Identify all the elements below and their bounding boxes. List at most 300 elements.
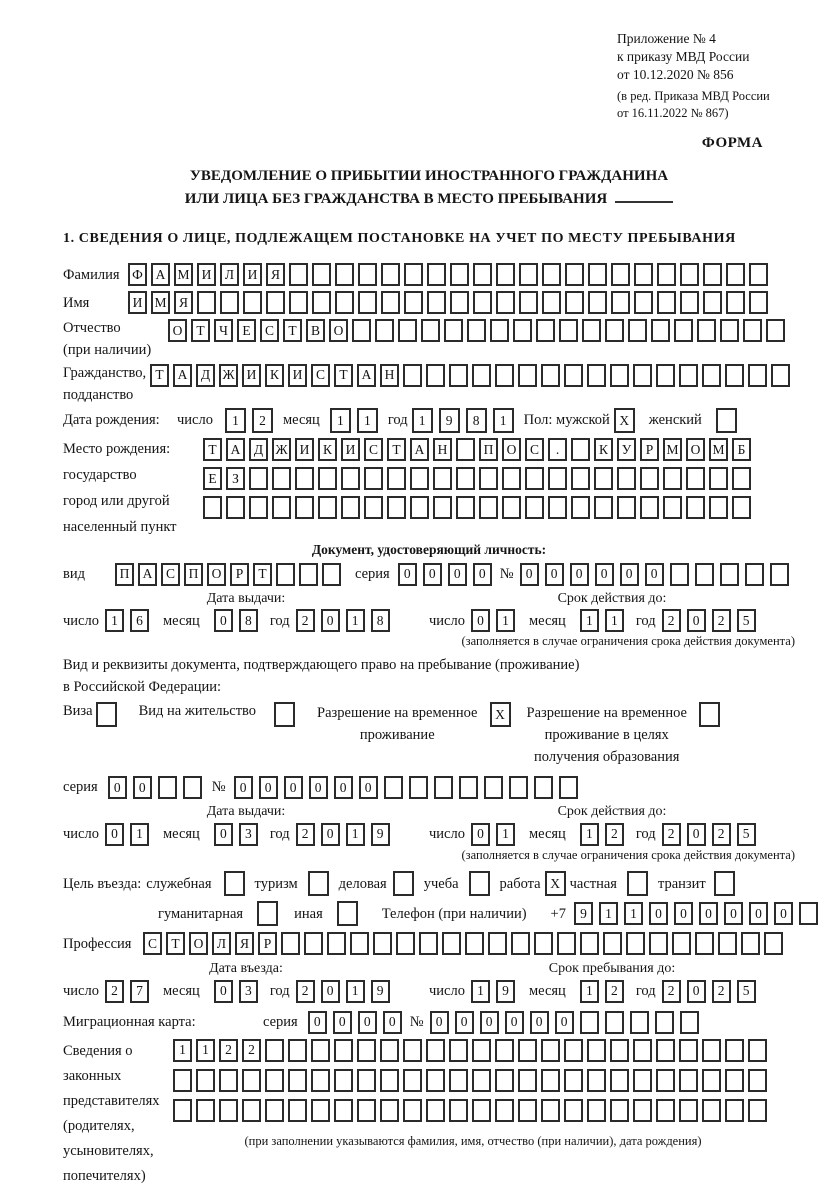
stay-number-cell[interactable] <box>409 776 428 799</box>
surname-cell[interactable]: Я <box>266 263 285 286</box>
representative-cell[interactable] <box>196 1069 215 1092</box>
birth-year-cell[interactable]: 9 <box>439 408 460 433</box>
representative-cell[interactable] <box>265 1069 284 1092</box>
representative-cell[interactable] <box>541 1039 560 1062</box>
doc-kind-cell[interactable] <box>322 563 341 586</box>
surname-cell[interactable] <box>680 263 699 286</box>
birthplace-cell[interactable] <box>272 467 291 490</box>
identity-valid-year-cell[interactable]: 5 <box>737 609 756 632</box>
identity-issue-year-cell[interactable]: 2 <box>296 609 315 632</box>
representative-cell[interactable] <box>311 1069 330 1092</box>
surname-cell[interactable] <box>703 263 722 286</box>
stay-valid-month-cell[interactable]: 2 <box>605 823 624 846</box>
name-cell[interactable] <box>404 291 423 314</box>
citizenship-cell[interactable] <box>725 364 744 387</box>
surname-cell[interactable] <box>312 263 331 286</box>
migration-number-cell[interactable]: 0 <box>455 1011 474 1034</box>
phone-cell[interactable]: 0 <box>699 902 718 925</box>
representative-cell[interactable]: 2 <box>242 1039 261 1062</box>
representative-cell[interactable] <box>403 1069 422 1092</box>
doc-kind-cell[interactable] <box>276 563 295 586</box>
identity-issue-month-cell[interactable]: 8 <box>239 609 258 632</box>
representative-cell[interactable] <box>472 1069 491 1092</box>
stay-issue-day-cell[interactable]: 0 <box>105 823 124 846</box>
birthplace-cell[interactable]: . <box>548 438 567 461</box>
representative-cell[interactable] <box>380 1099 399 1122</box>
stay-valid-day-cell[interactable]: 1 <box>496 823 515 846</box>
profession-cell[interactable]: Я <box>235 932 254 955</box>
doc-series-cell[interactable]: 0 <box>423 563 442 586</box>
patronymic-cell[interactable]: О <box>168 319 187 342</box>
citizenship-cell[interactable]: Т <box>334 364 353 387</box>
representative-cell[interactable] <box>610 1099 629 1122</box>
profession-cell[interactable] <box>327 932 346 955</box>
name-cell[interactable] <box>381 291 400 314</box>
birthplace-cell[interactable] <box>548 496 567 519</box>
stay-number-cell[interactable]: 0 <box>259 776 278 799</box>
citizenship-cell[interactable] <box>702 364 721 387</box>
profession-cell[interactable] <box>419 932 438 955</box>
representative-cell[interactable] <box>679 1069 698 1092</box>
citizenship-cell[interactable] <box>771 364 790 387</box>
birthplace-cell[interactable]: З <box>226 467 245 490</box>
citizenship-cell[interactable] <box>633 364 652 387</box>
birthplace-cell[interactable] <box>433 467 452 490</box>
representative-cell[interactable] <box>633 1039 652 1062</box>
representative-cell[interactable] <box>495 1099 514 1122</box>
citizenship-cell[interactable]: С <box>311 364 330 387</box>
purpose-checkbox-cell[interactable] <box>224 871 245 896</box>
citizenship-cell[interactable] <box>449 364 468 387</box>
doc-number-cell[interactable] <box>745 563 764 586</box>
identity-valid-month-cell[interactable]: 1 <box>580 609 599 632</box>
profession-cell[interactable]: Т <box>166 932 185 955</box>
stay-number-cell[interactable]: 0 <box>234 776 253 799</box>
representative-cell[interactable] <box>610 1069 629 1092</box>
patronymic-cell[interactable] <box>444 319 463 342</box>
representative-cell[interactable] <box>748 1099 767 1122</box>
representative-cell[interactable] <box>311 1099 330 1122</box>
stay-number-cell[interactable] <box>484 776 503 799</box>
identity-valid-year-cell[interactable]: 2 <box>662 609 681 632</box>
stay-valid-year-cell[interactable]: 2 <box>662 823 681 846</box>
citizenship-cell[interactable] <box>472 364 491 387</box>
birthplace-cell[interactable] <box>249 467 268 490</box>
birthplace-cell[interactable] <box>341 496 360 519</box>
birthplace-cell[interactable]: Б <box>732 438 751 461</box>
birthplace-cell[interactable]: А <box>410 438 429 461</box>
birthplace-cell[interactable] <box>640 467 659 490</box>
citizenship-cell[interactable]: Д <box>196 364 215 387</box>
name-cell[interactable] <box>726 291 745 314</box>
name-cell[interactable] <box>634 291 653 314</box>
birthplace-cell[interactable] <box>732 467 751 490</box>
citizenship-cell[interactable] <box>610 364 629 387</box>
stay-valid-day-cell[interactable]: 0 <box>471 823 490 846</box>
birthplace-cell[interactable]: С <box>364 438 383 461</box>
name-cell[interactable] <box>680 291 699 314</box>
citizenship-cell[interactable] <box>748 364 767 387</box>
representative-cell[interactable] <box>541 1069 560 1092</box>
representative-cell[interactable] <box>472 1099 491 1122</box>
representative-cell[interactable] <box>288 1069 307 1092</box>
representative-cell[interactable] <box>449 1099 468 1122</box>
profession-cell[interactable] <box>304 932 323 955</box>
profession-cell[interactable]: Р <box>258 932 277 955</box>
stay-valid-year-cell[interactable]: 2 <box>712 823 731 846</box>
birthplace-cell[interactable]: М <box>709 438 728 461</box>
representative-cell[interactable] <box>449 1039 468 1062</box>
citizenship-cell[interactable]: И <box>242 364 261 387</box>
representative-cell[interactable] <box>219 1099 238 1122</box>
birthplace-cell[interactable] <box>525 467 544 490</box>
representative-cell[interactable] <box>288 1099 307 1122</box>
citizenship-cell[interactable]: К <box>265 364 284 387</box>
doc-number-cell[interactable]: 0 <box>545 563 564 586</box>
birthplace-cell[interactable] <box>479 496 498 519</box>
representative-cell[interactable] <box>426 1069 445 1092</box>
doc-number-cell[interactable]: 0 <box>570 563 589 586</box>
stay-until-year-cell[interactable]: 0 <box>687 980 706 1003</box>
entry-month-cell[interactable]: 0 <box>214 980 233 1003</box>
surname-cell[interactable] <box>404 263 423 286</box>
surname-cell[interactable] <box>496 263 515 286</box>
birthplace-cell[interactable] <box>226 496 245 519</box>
surname-cell[interactable] <box>289 263 308 286</box>
representative-cell[interactable] <box>357 1039 376 1062</box>
profession-cell[interactable] <box>350 932 369 955</box>
birthplace-cell[interactable] <box>341 467 360 490</box>
surname-cell[interactable] <box>450 263 469 286</box>
stay-until-month-cell[interactable]: 2 <box>605 980 624 1003</box>
representative-cell[interactable] <box>495 1069 514 1092</box>
migration-number-cell[interactable]: 0 <box>555 1011 574 1034</box>
stay-number-cell[interactable]: 0 <box>309 776 328 799</box>
birthplace-cell[interactable]: К <box>594 438 613 461</box>
stay-number-cell[interactable] <box>559 776 578 799</box>
birthplace-cell[interactable] <box>272 496 291 519</box>
birthplace-cell[interactable] <box>686 467 705 490</box>
stay-issue-month-cell[interactable]: 3 <box>239 823 258 846</box>
name-cell[interactable] <box>335 291 354 314</box>
stay-valid-year-cell[interactable]: 5 <box>737 823 756 846</box>
phone-cell[interactable]: 1 <box>599 902 618 925</box>
stay-issue-year-cell[interactable]: 0 <box>321 823 340 846</box>
representative-cell[interactable] <box>702 1099 721 1122</box>
phone-cell[interactable]: 0 <box>749 902 768 925</box>
representative-cell[interactable] <box>242 1069 261 1092</box>
representative-cell[interactable] <box>748 1069 767 1092</box>
stay-until-year-cell[interactable]: 5 <box>737 980 756 1003</box>
profession-cell[interactable] <box>488 932 507 955</box>
phone-cell[interactable]: 9 <box>574 902 593 925</box>
birthplace-cell[interactable]: С <box>525 438 544 461</box>
patronymic-cell[interactable]: Т <box>191 319 210 342</box>
birthplace-cell[interactable] <box>433 496 452 519</box>
representative-cell[interactable] <box>656 1069 675 1092</box>
migration-number-cell[interactable] <box>655 1011 674 1034</box>
patronymic-cell[interactable] <box>559 319 578 342</box>
citizenship-cell[interactable]: И <box>288 364 307 387</box>
birthplace-cell[interactable] <box>387 496 406 519</box>
surname-cell[interactable] <box>427 263 446 286</box>
name-cell[interactable] <box>565 291 584 314</box>
representative-cell[interactable] <box>587 1069 606 1092</box>
migration-series-cell[interactable]: 0 <box>333 1011 352 1034</box>
birthplace-cell[interactable]: Е <box>203 467 222 490</box>
doc-number-cell[interactable]: 0 <box>645 563 664 586</box>
stay-valid-month-cell[interactable]: 1 <box>580 823 599 846</box>
citizenship-cell[interactable] <box>518 364 537 387</box>
surname-cell[interactable]: Ф <box>128 263 147 286</box>
representative-cell[interactable] <box>334 1039 353 1062</box>
birthplace-cell[interactable] <box>456 467 475 490</box>
name-cell[interactable] <box>220 291 239 314</box>
profession-cell[interactable] <box>718 932 737 955</box>
birth-year-cell[interactable]: 8 <box>466 408 487 433</box>
surname-cell[interactable] <box>358 263 377 286</box>
birth-year-cell[interactable]: 1 <box>412 408 433 433</box>
representative-cell[interactable] <box>564 1069 583 1092</box>
doc-kind-cell[interactable]: П <box>184 563 203 586</box>
migration-number-cell[interactable] <box>580 1011 599 1034</box>
representative-cell[interactable] <box>403 1039 422 1062</box>
representative-cell[interactable] <box>472 1039 491 1062</box>
representative-cell[interactable] <box>748 1039 767 1062</box>
birthplace-cell[interactable] <box>295 496 314 519</box>
birthplace-cell[interactable] <box>295 467 314 490</box>
phone-cell[interactable]: 1 <box>624 902 643 925</box>
stay-series-cell[interactable]: 0 <box>108 776 127 799</box>
birthplace-cell[interactable] <box>502 496 521 519</box>
stay-number-cell[interactable]: 0 <box>334 776 353 799</box>
birth-day-cell[interactable]: 2 <box>252 408 273 433</box>
profession-cell[interactable] <box>695 932 714 955</box>
purpose-checkbox-cell[interactable] <box>469 871 490 896</box>
profession-cell[interactable] <box>373 932 392 955</box>
stay-issue-year-cell[interactable]: 2 <box>296 823 315 846</box>
stay-issue-day-cell[interactable]: 1 <box>130 823 149 846</box>
stay-series-cell[interactable] <box>183 776 202 799</box>
patronymic-cell[interactable] <box>720 319 739 342</box>
entry-day-cell[interactable]: 2 <box>105 980 124 1003</box>
patronymic-cell[interactable] <box>375 319 394 342</box>
birthplace-cell[interactable] <box>318 467 337 490</box>
birthplace-cell[interactable]: Р <box>640 438 659 461</box>
representative-cell[interactable]: 1 <box>173 1039 192 1062</box>
stay-until-day-cell[interactable]: 9 <box>496 980 515 1003</box>
purpose-checkbox-cell[interactable] <box>627 871 648 896</box>
representative-cell[interactable] <box>725 1039 744 1062</box>
doc-number-cell[interactable]: 0 <box>620 563 639 586</box>
representative-cell[interactable] <box>380 1069 399 1092</box>
doc-series-cell[interactable]: 0 <box>473 563 492 586</box>
stay-number-cell[interactable] <box>459 776 478 799</box>
patronymic-cell[interactable] <box>467 319 486 342</box>
identity-issue-year-cell[interactable]: 8 <box>371 609 390 632</box>
doc-kind-cell[interactable]: О <box>207 563 226 586</box>
birthplace-cell[interactable] <box>594 496 613 519</box>
name-cell[interactable] <box>588 291 607 314</box>
name-cell[interactable] <box>657 291 676 314</box>
name-cell[interactable] <box>358 291 377 314</box>
birthplace-cell[interactable]: А <box>226 438 245 461</box>
birthplace-cell[interactable] <box>709 496 728 519</box>
name-cell[interactable] <box>496 291 515 314</box>
birthplace-cell[interactable] <box>456 496 475 519</box>
name-cell[interactable] <box>542 291 561 314</box>
representative-cell[interactable] <box>725 1069 744 1092</box>
stay-number-cell[interactable]: 0 <box>284 776 303 799</box>
representative-cell[interactable] <box>656 1039 675 1062</box>
stay-issue-year-cell[interactable]: 9 <box>371 823 390 846</box>
name-cell[interactable] <box>703 291 722 314</box>
birthplace-cell[interactable] <box>479 467 498 490</box>
profession-cell[interactable] <box>534 932 553 955</box>
patronymic-cell[interactable] <box>352 319 371 342</box>
patronymic-cell[interactable] <box>674 319 693 342</box>
name-cell[interactable] <box>312 291 331 314</box>
birthplace-cell[interactable] <box>709 467 728 490</box>
identity-issue-day-cell[interactable]: 1 <box>105 609 124 632</box>
patronymic-cell[interactable] <box>398 319 417 342</box>
birthplace-cell[interactable] <box>502 467 521 490</box>
birthplace-cell[interactable]: Ж <box>272 438 291 461</box>
birthplace-cell[interactable]: П <box>479 438 498 461</box>
birthplace-cell[interactable] <box>456 438 475 461</box>
profession-cell[interactable] <box>741 932 760 955</box>
citizenship-cell[interactable] <box>679 364 698 387</box>
patronymic-cell[interactable] <box>651 319 670 342</box>
stay-number-cell[interactable] <box>534 776 553 799</box>
representative-cell[interactable] <box>265 1039 284 1062</box>
stay-number-cell[interactable]: 0 <box>359 776 378 799</box>
citizenship-cell[interactable]: Н <box>380 364 399 387</box>
citizenship-cell[interactable]: А <box>173 364 192 387</box>
migration-number-cell[interactable] <box>605 1011 624 1034</box>
purpose-checkbox-cell[interactable]: X <box>545 871 566 896</box>
identity-valid-day-cell[interactable]: 1 <box>496 609 515 632</box>
representative-cell[interactable] <box>679 1099 698 1122</box>
patronymic-cell[interactable] <box>628 319 647 342</box>
entry-year-cell[interactable]: 2 <box>296 980 315 1003</box>
representative-cell[interactable] <box>564 1099 583 1122</box>
citizenship-cell[interactable] <box>403 364 422 387</box>
doc-number-cell[interactable]: 0 <box>520 563 539 586</box>
profession-cell[interactable] <box>580 932 599 955</box>
birthplace-cell[interactable]: Н <box>433 438 452 461</box>
representative-cell[interactable] <box>265 1099 284 1122</box>
patronymic-cell[interactable] <box>582 319 601 342</box>
representative-cell[interactable] <box>541 1099 560 1122</box>
purpose-checkbox-cell[interactable] <box>714 871 735 896</box>
profession-cell[interactable] <box>442 932 461 955</box>
phone-cell[interactable]: 0 <box>674 902 693 925</box>
patronymic-cell[interactable]: Ч <box>214 319 233 342</box>
temp-residence-checkbox-cell[interactable]: X <box>490 702 511 727</box>
surname-cell[interactable]: И <box>243 263 262 286</box>
representative-cell[interactable] <box>725 1099 744 1122</box>
patronymic-cell[interactable] <box>421 319 440 342</box>
entry-month-cell[interactable]: 3 <box>239 980 258 1003</box>
representative-cell[interactable] <box>173 1069 192 1092</box>
citizenship-cell[interactable]: Ж <box>219 364 238 387</box>
birthplace-cell[interactable] <box>249 496 268 519</box>
representative-cell[interactable] <box>288 1039 307 1062</box>
representative-cell[interactable] <box>334 1069 353 1092</box>
representative-cell[interactable] <box>518 1039 537 1062</box>
temp-residence-edu-checkbox-cell[interactable] <box>699 702 720 727</box>
surname-cell[interactable] <box>588 263 607 286</box>
representative-cell[interactable] <box>702 1039 721 1062</box>
stay-series-cell[interactable]: 0 <box>133 776 152 799</box>
patronymic-cell[interactable]: О <box>329 319 348 342</box>
doc-kind-cell[interactable] <box>299 563 318 586</box>
profession-cell[interactable] <box>465 932 484 955</box>
surname-cell[interactable] <box>565 263 584 286</box>
migration-series-cell[interactable]: 0 <box>308 1011 327 1034</box>
surname-cell[interactable] <box>542 263 561 286</box>
patronymic-cell[interactable]: Е <box>237 319 256 342</box>
birthplace-cell[interactable] <box>594 467 613 490</box>
migration-number-cell[interactable]: 0 <box>480 1011 499 1034</box>
female-checkbox-cell[interactable] <box>716 408 737 433</box>
birthplace-cell[interactable] <box>640 496 659 519</box>
surname-cell[interactable] <box>381 263 400 286</box>
representative-cell[interactable] <box>587 1099 606 1122</box>
stay-until-year-cell[interactable]: 2 <box>712 980 731 1003</box>
name-cell[interactable] <box>611 291 630 314</box>
profession-cell[interactable] <box>626 932 645 955</box>
profession-cell[interactable] <box>557 932 576 955</box>
profession-cell[interactable] <box>281 932 300 955</box>
surname-cell[interactable] <box>519 263 538 286</box>
profession-cell[interactable] <box>764 932 783 955</box>
surname-cell[interactable] <box>611 263 630 286</box>
stay-number-cell[interactable] <box>509 776 528 799</box>
stay-until-year-cell[interactable]: 2 <box>662 980 681 1003</box>
representative-cell[interactable] <box>633 1069 652 1092</box>
stay-number-cell[interactable] <box>384 776 403 799</box>
birthplace-cell[interactable]: Д <box>249 438 268 461</box>
representative-cell[interactable] <box>196 1099 215 1122</box>
male-checkbox-cell[interactable]: X <box>614 408 635 433</box>
representative-cell[interactable] <box>219 1069 238 1092</box>
doc-number-cell[interactable] <box>670 563 689 586</box>
citizenship-cell[interactable]: А <box>357 364 376 387</box>
surname-cell[interactable] <box>749 263 768 286</box>
entry-year-cell[interactable]: 1 <box>346 980 365 1003</box>
surname-cell[interactable] <box>634 263 653 286</box>
representative-cell[interactable] <box>173 1099 192 1122</box>
representative-cell[interactable] <box>610 1039 629 1062</box>
name-cell[interactable] <box>266 291 285 314</box>
phone-cell[interactable]: 0 <box>724 902 743 925</box>
name-cell[interactable] <box>427 291 446 314</box>
birthplace-cell[interactable]: Т <box>203 438 222 461</box>
representative-cell[interactable] <box>403 1099 422 1122</box>
name-cell[interactable] <box>289 291 308 314</box>
stay-until-day-cell[interactable]: 1 <box>471 980 490 1003</box>
name-cell[interactable] <box>450 291 469 314</box>
birth-day-cell[interactable]: 1 <box>225 408 246 433</box>
representative-cell[interactable] <box>357 1099 376 1122</box>
birthplace-cell[interactable] <box>571 467 590 490</box>
representative-cell[interactable] <box>633 1099 652 1122</box>
identity-valid-month-cell[interactable]: 1 <box>605 609 624 632</box>
stay-issue-month-cell[interactable]: 0 <box>214 823 233 846</box>
identity-issue-month-cell[interactable]: 0 <box>214 609 233 632</box>
